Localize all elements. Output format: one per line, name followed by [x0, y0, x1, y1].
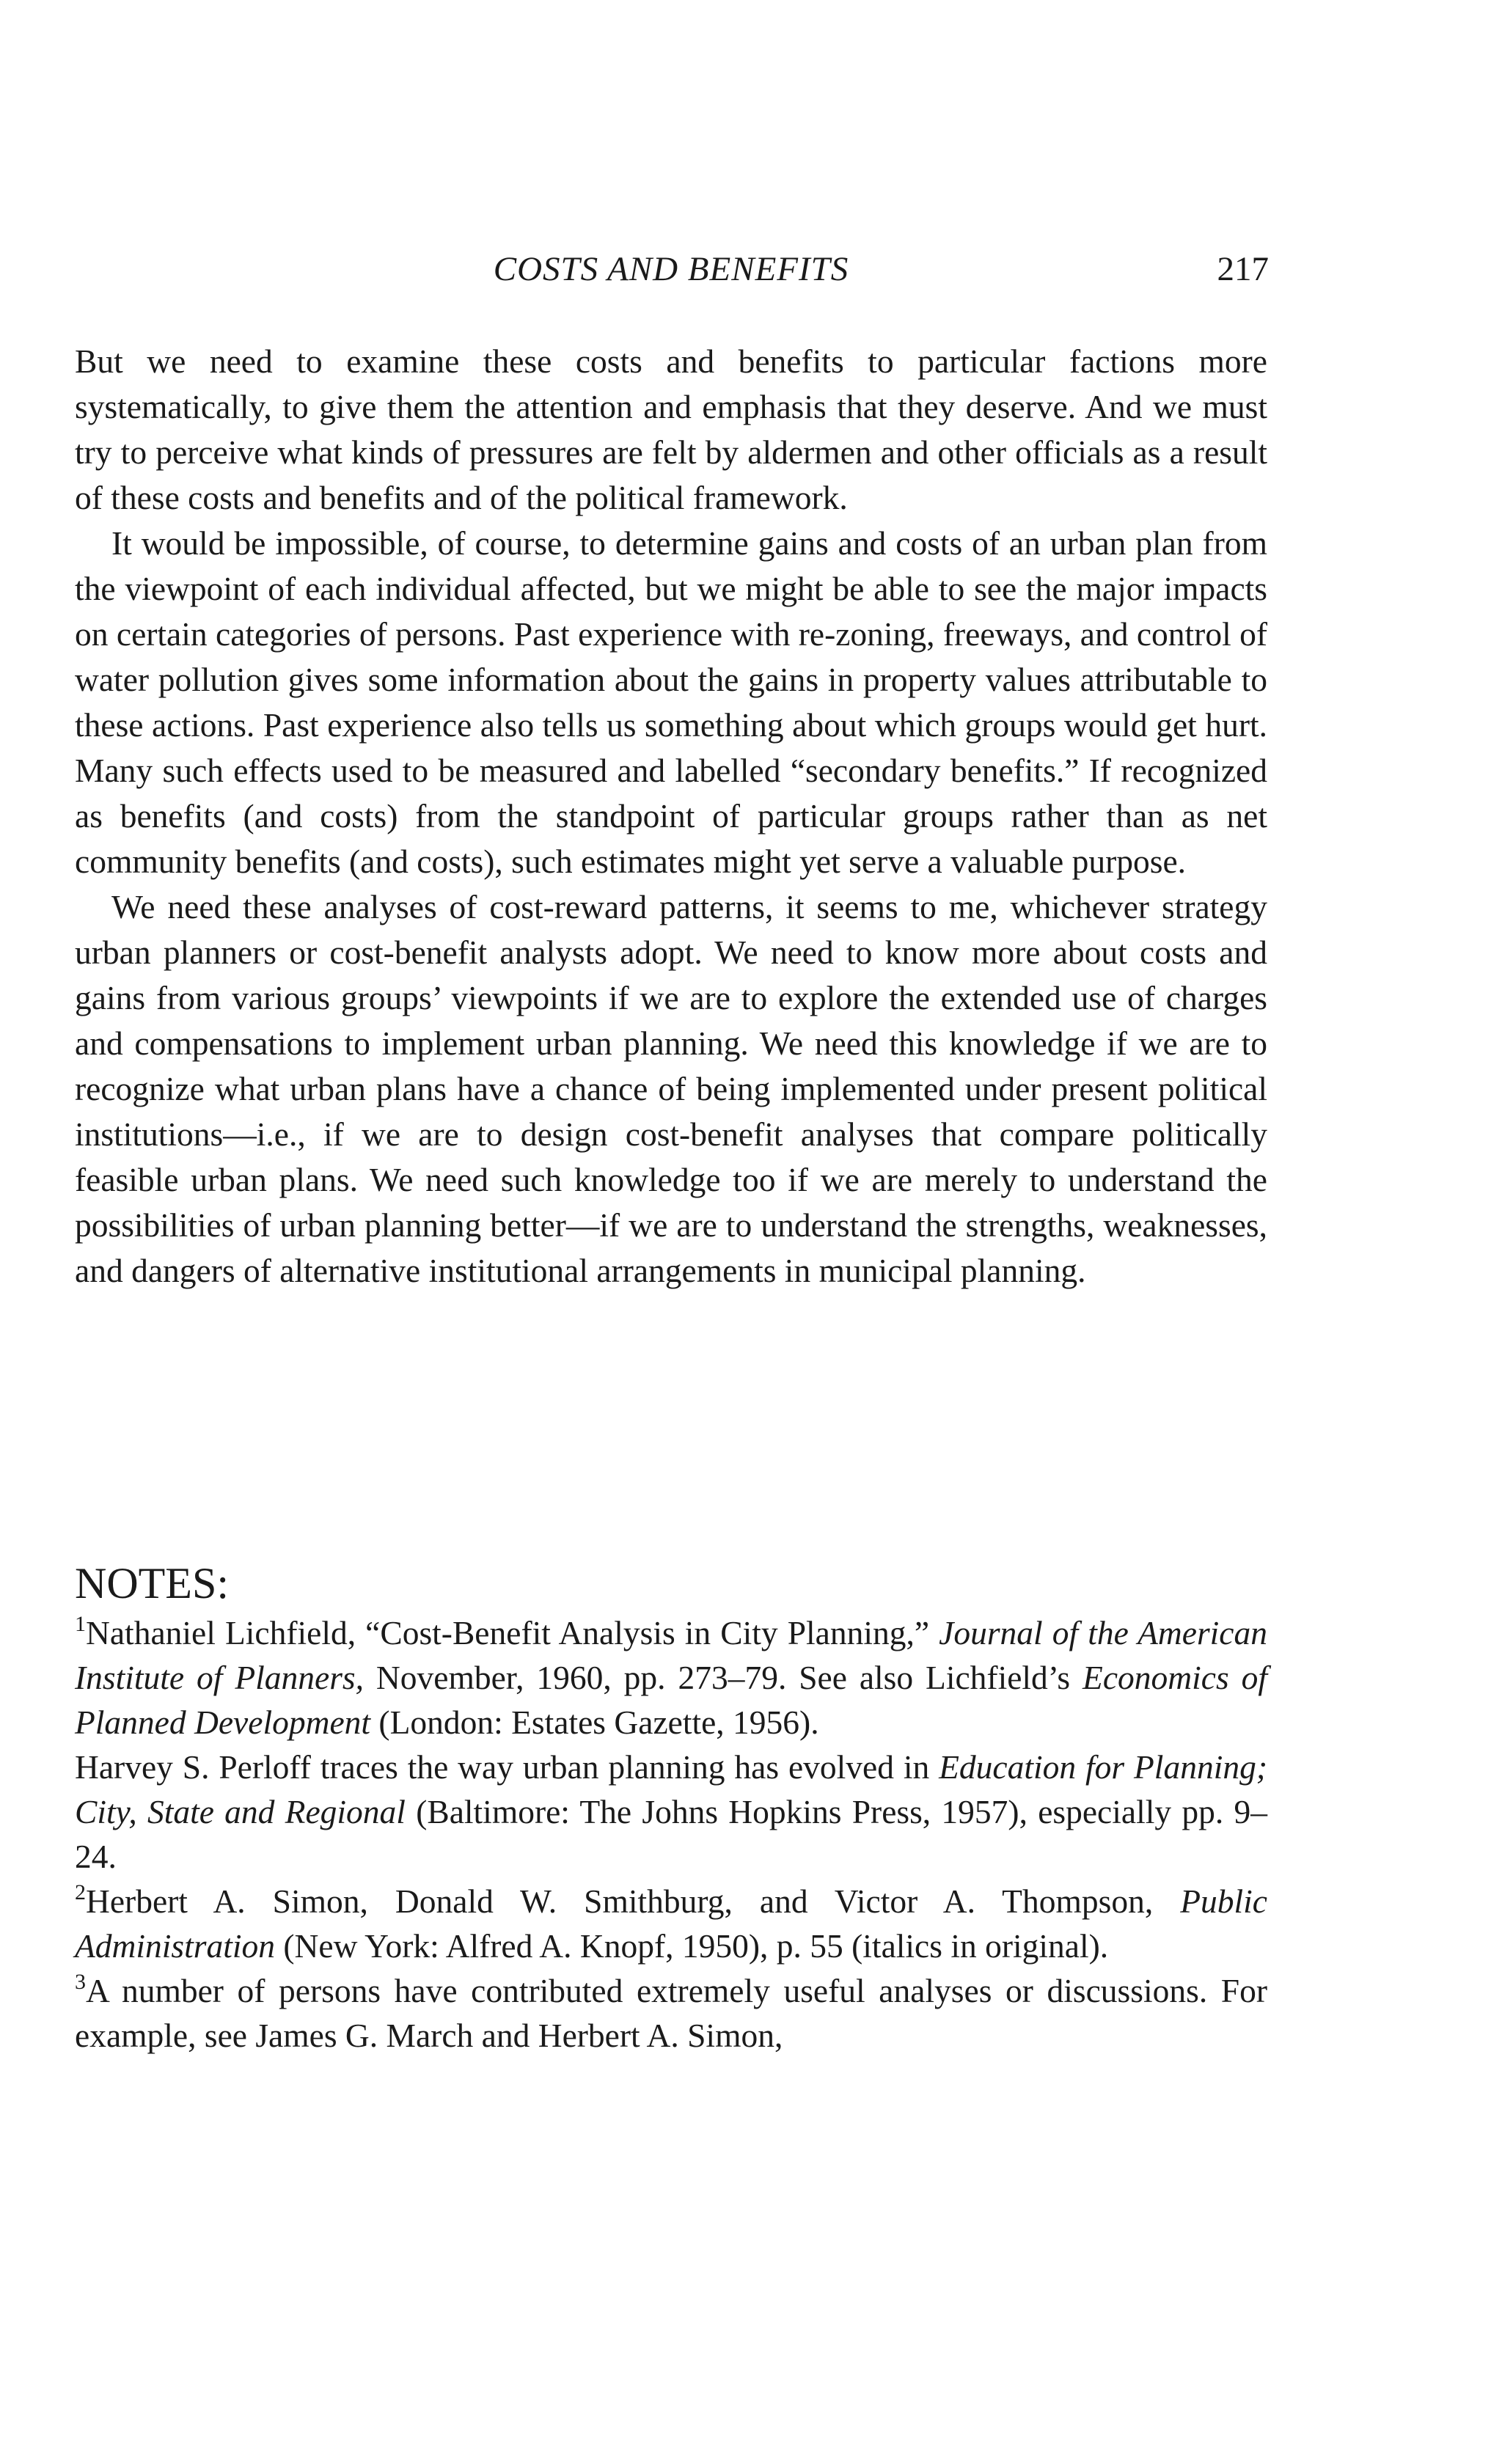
note-3 — [75, 1968, 1267, 2058]
body-text — [75, 339, 1267, 1294]
note-2-book: Public Administration — [75, 1882, 1267, 1965]
note-1b-text-b: (Baltimore: The Johns Hopkins Press, 1957), especially pp. 9–24. — [75, 1793, 1267, 1875]
note-marker-3: 3 — [75, 1970, 86, 1994]
note-1-text-b: November, 1960, pp. 273–79. See also Lichfield’s — [364, 1659, 1083, 1696]
paragraph-3: We need these analyses of cost-reward patterns, it seems to me, whichever strategy urban planners or cost-benefit analysts adopt. We need to know more about costs and gains from various groups’ viewpoints if we are to explore the extended use of charges and compensations to implement urban planning. We need this knowledge if we are to recognize what urban plans have a chance of being implemented under present political institutions—i.e., if we are to design cost-benefit analyses that compare politically feasible urban plans. We need such knowledge too if we are merely to understand the possibilities of urban planning better—if we are to understand the strengths, weaknesses, and dangers of alternative institutional arrangements in municipal planning. — [75, 888, 1267, 1289]
paragraph-2: It would be impossible, of course, to determine gains and costs of an urban plan from the viewpoint of each individual affected, but we might be able to see the major impacts on certain categories of persons. Past experience with re-zoning, freeways, and control of water pollution gives some information about the gains in property values attributable to these actions. Past experience also tells us something about which groups would get hurt. Many such effects used to be measured and labelled “secondary benefits.” If recognized as benefits (and costs) from the standpoint of particular groups rather than as net community benefits (and costs), such estimates might yet serve a valuable purpose. — [75, 524, 1268, 880]
note-1b-book: Education for Planning; City, State and Regional — [75, 1748, 1267, 1830]
running-title: COSTS AND BENEFITS — [493, 250, 849, 288]
note-1-text-a: Nathaniel Lichfield, “Cost-Benefit Analysis in City Planning,” — [86, 1614, 939, 1651]
note-1-journal: Journal of the American Institute of Planners, — [75, 1614, 1267, 1696]
note-marker-1: 1 — [75, 1612, 86, 1636]
notes-section — [75, 1558, 1267, 2058]
note-1b-text-a: Harvey S. Perloff traces the way urban planning has evolved in — [75, 1748, 939, 1786]
note-1-text-c: (London: Estates Gazette, 1956). — [370, 1704, 819, 1741]
note-2 — [75, 1879, 1267, 1968]
page-number: 217 — [1217, 250, 1269, 288]
running-head — [73, 249, 1269, 301]
paragraph-1: But we need to examine these costs and benefits to particular factions more systematically, to give them the attention and emphasis that they deserve. And we must try to perceive what kinds of pressures are felt by aldermen and other officials as a result of these costs and benefits and of the political framework. — [75, 342, 1267, 516]
note-2-text-a: Herbert A. Simon, Donald W. Smithburg, and Victor A. Thompson, — [86, 1882, 1181, 1920]
notes-heading: NOTES: — [75, 1559, 229, 1607]
note-1-book: Economics of Planned Development — [75, 1659, 1267, 1741]
note-1-continuation — [75, 1745, 1267, 1879]
note-3-text: A number of persons have contributed extremely useful analyses or discussions. For example, see James G. March and Herbert A. Simon, — [75, 1972, 1267, 2054]
note-1 — [75, 1610, 1267, 1745]
note-2-text-b: (New York: Alfred A. Knopf, 1950), p. 55 (italics in original). — [275, 1927, 1109, 1965]
note-marker-2: 2 — [75, 1880, 86, 1904]
